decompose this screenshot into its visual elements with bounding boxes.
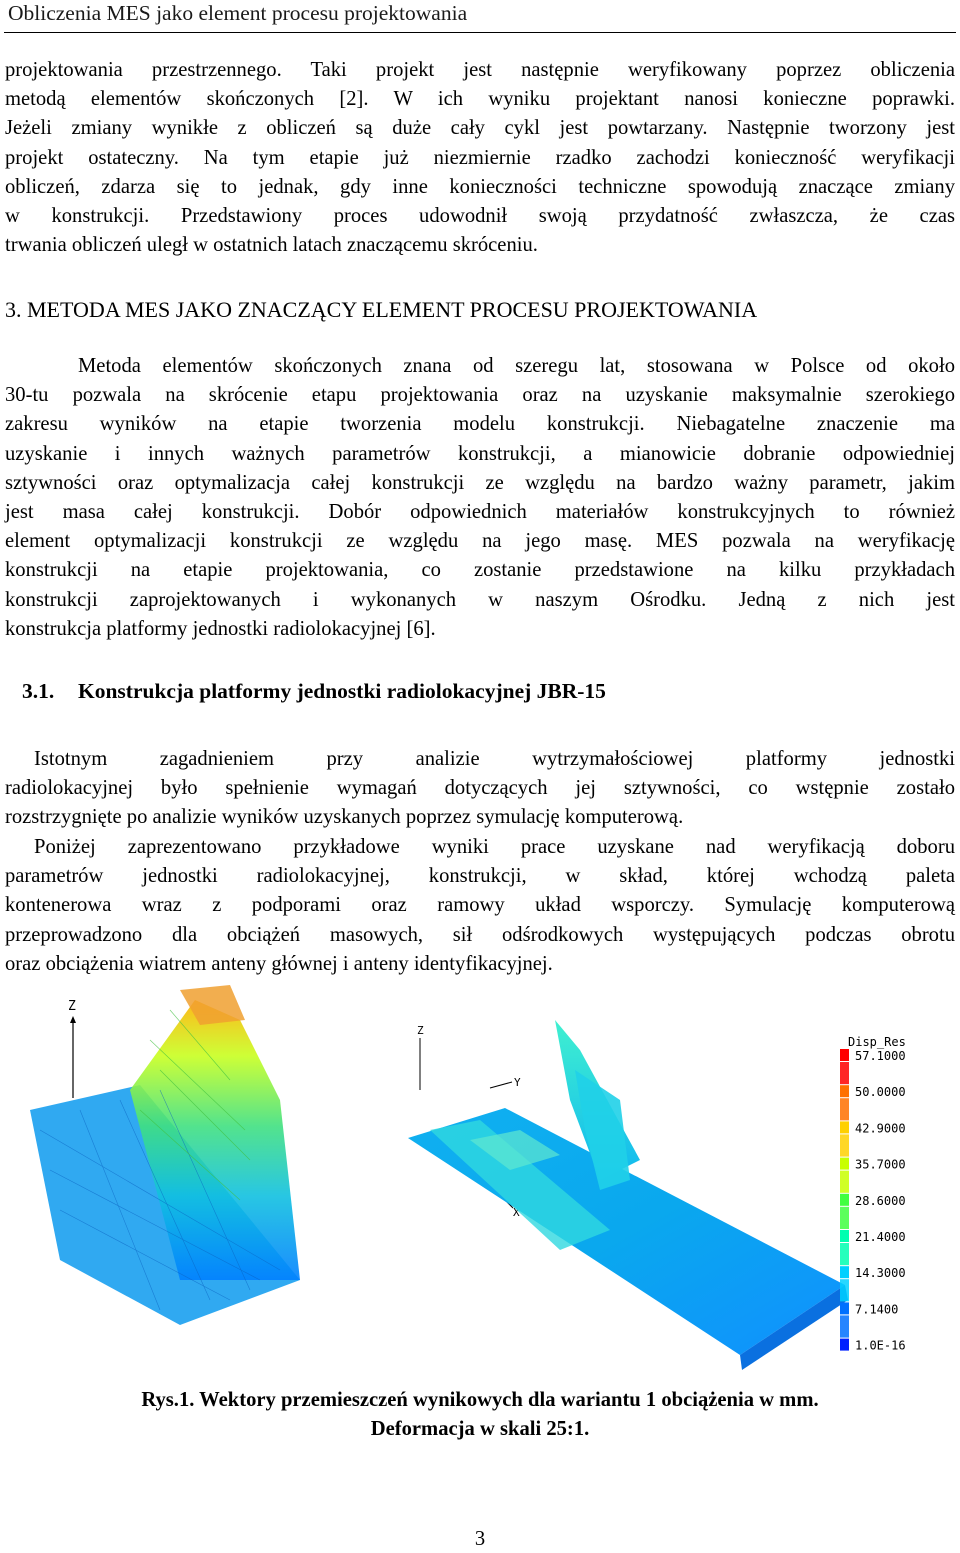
axis-label-y-right: Y <box>514 1076 521 1089</box>
text-line: projekt ostateczny. Na tym etapie już niezmiernie rzadko zachodzi konieczność weryfikacji <box>5 146 955 169</box>
text-line: sztywności oraz optymalizacja całej konstrukcji ze względu na bardzo ważny parametr, jakim <box>5 471 955 494</box>
color-legend <box>840 1035 906 1353</box>
legend-band <box>840 1207 849 1229</box>
intro-paragraph <box>5 56 955 260</box>
text-line: trwania obliczeń uległ w ostatnich latach znaczącemu skróceniu. <box>5 234 538 257</box>
axis-y-right <box>490 1082 512 1088</box>
figure-caption <box>0 1386 960 1444</box>
subsection-paragraph-2 <box>5 833 955 979</box>
legend-band <box>840 1134 849 1156</box>
text-line: przeprowadzono dla obciążeń masowych, sił odśrodkowych występujących podczas obrotu <box>5 923 955 946</box>
legend-swatch <box>840 1266 849 1278</box>
text-line: konstrukcji zaprojektowanych i wykonanych w naszym Ośrodku. Jedną z nich jest <box>5 588 955 611</box>
legend-value: 50.0000 <box>855 1085 906 1100</box>
legend-title: Disp_Res <box>848 1035 906 1049</box>
text-line: zakresu wyników na etapie tworzenia modelu konstrukcji. Niebagatelne znaczenie ma <box>5 413 955 436</box>
legend-swatch <box>840 1158 849 1170</box>
subsection-paragraph-1 <box>5 745 955 833</box>
text-line: Metoda elementów skończonych znana od szeregu lat, stosowana w Polsce od około <box>78 355 955 377</box>
text-line: uzyskanie i innych ważnych parametrów konstrukcji, a mianowicie dobranie odpowiedniej <box>5 442 955 465</box>
legend-swatch <box>840 1230 849 1242</box>
left-fem-model <box>30 985 300 1325</box>
legend-swatch <box>840 1085 849 1097</box>
legend-swatch <box>840 1302 849 1314</box>
fem-figure <box>0 980 960 1380</box>
text-line: oraz obciążenia wiatrem anteny głównej i anteny identyfikacyjnej. <box>5 952 553 975</box>
text-line: jest masa całej konstrukcji. Dobór odpowiednich materiałów konstrukcyjnych to również <box>5 501 955 524</box>
legend-value: 1.0E-16 <box>855 1338 906 1353</box>
legend-swatch <box>840 1049 849 1061</box>
text-line: konstrukcja platformy jednostki radiolokacyjnej [6]. <box>5 617 436 640</box>
axis-label-x-right: X <box>513 1206 520 1219</box>
legend-band <box>840 1098 849 1120</box>
page-number: 3 <box>474 1528 486 1550</box>
text-line: rozstrzygnięte po analizie wyników uzyskanych poprzez symulację komputerową. <box>5 806 684 829</box>
legend-band <box>840 1243 849 1265</box>
legend-swatch <box>840 1194 849 1206</box>
legend-value: 57.1000 <box>855 1049 906 1063</box>
legend-value: 14.3000 <box>855 1266 906 1281</box>
legend-value: 35.7000 <box>855 1157 906 1172</box>
legend-value: 21.4000 <box>855 1230 906 1244</box>
header-title: Obliczenia MES jako element procesu projektowania <box>8 1 468 25</box>
right-fem-model <box>408 1020 848 1370</box>
legend-band <box>840 1062 849 1084</box>
text-line: metodą elementów skończonych [2]. W ich wyniku projektant nanosi konieczne poprawki. <box>5 88 955 111</box>
subsection-title: Konstrukcja platformy jednostki radiolokacyjnej JBR-15 <box>78 679 606 703</box>
legend-band <box>840 1171 849 1193</box>
legend-value: 7.1400 <box>855 1302 899 1317</box>
legend-swatch <box>840 1121 849 1133</box>
text-line: kontenerowa wraz z podporami oraz ramowy układ wsporczy. Symulację komputerową <box>5 894 955 917</box>
text-line: parametrów jednostki radiolokacyjnej, konstrukcji, w skład, której wchodzą paleta <box>5 865 955 888</box>
caption-line-2: Deformacja w skali 25:1. <box>370 1418 590 1440</box>
legend-value: 28.6000 <box>855 1193 906 1208</box>
subsection-number: 3.1. <box>22 679 55 703</box>
text-line: 30-tu pozwala na skrócenie etapu projektowania oraz na uzyskanie maksymalnie szerokiego <box>5 384 955 407</box>
text-line: konstrukcji na etapie projektowania, co zostanie przedstawione na kilku przykładach <box>5 559 955 582</box>
section3-paragraph <box>5 352 955 644</box>
legend-band <box>840 1315 849 1337</box>
running-header <box>4 0 956 33</box>
text-line: projektowania przestrzennego. Taki projekt jest następnie weryfikowany poprzez obliczenia <box>5 59 955 81</box>
axis-label-z-right: Z <box>417 1024 424 1037</box>
text-line: element optymalizacji konstrukcji ze względu na jego masę. MES pozwala na weryfikację <box>5 530 955 553</box>
legend-band <box>840 1279 849 1301</box>
axis-arrow-icon <box>70 1016 76 1023</box>
text-line: obliczeń, zdarza się to jednak, gdy inne konieczności techniczne spowodują znaczące zmiany <box>5 175 955 198</box>
section-heading: 3. METODA MES JAKO ZNACZĄCY ELEMENT PROCESU PROJEKTOWANIA <box>5 297 758 322</box>
legend-value: 42.9000 <box>855 1121 906 1136</box>
text-line: Jeżeli zmiany wynikłe z obliczeń są duże cały cykl jest powtarzany. Następnie tworzony jest <box>5 117 955 140</box>
text-line: radiolokacyjnej było spełnienie wymagań dotyczących jej sztywności, co wstępnie zostało <box>5 777 955 800</box>
text-line: w konstrukcji. Przedstawiony proces udowodnił swoją przydatność zwłaszcza, że czas <box>5 205 955 228</box>
text-line: Poniżej zaprezentowano przykładowe wyniki prace uzyskane nad weryfikacją doboru <box>34 836 955 858</box>
text-line: Istotnym zagadnieniem przy analizie wytrzymałościowej platformy jednostki <box>34 748 955 770</box>
caption-line-1: Rys.1. Wektory przemieszczeń wynikowych dla wariantu 1 obciążenia w mm. <box>141 1389 819 1411</box>
axis-label-z-left: Z <box>68 999 76 1014</box>
legend-swatch <box>840 1339 849 1351</box>
